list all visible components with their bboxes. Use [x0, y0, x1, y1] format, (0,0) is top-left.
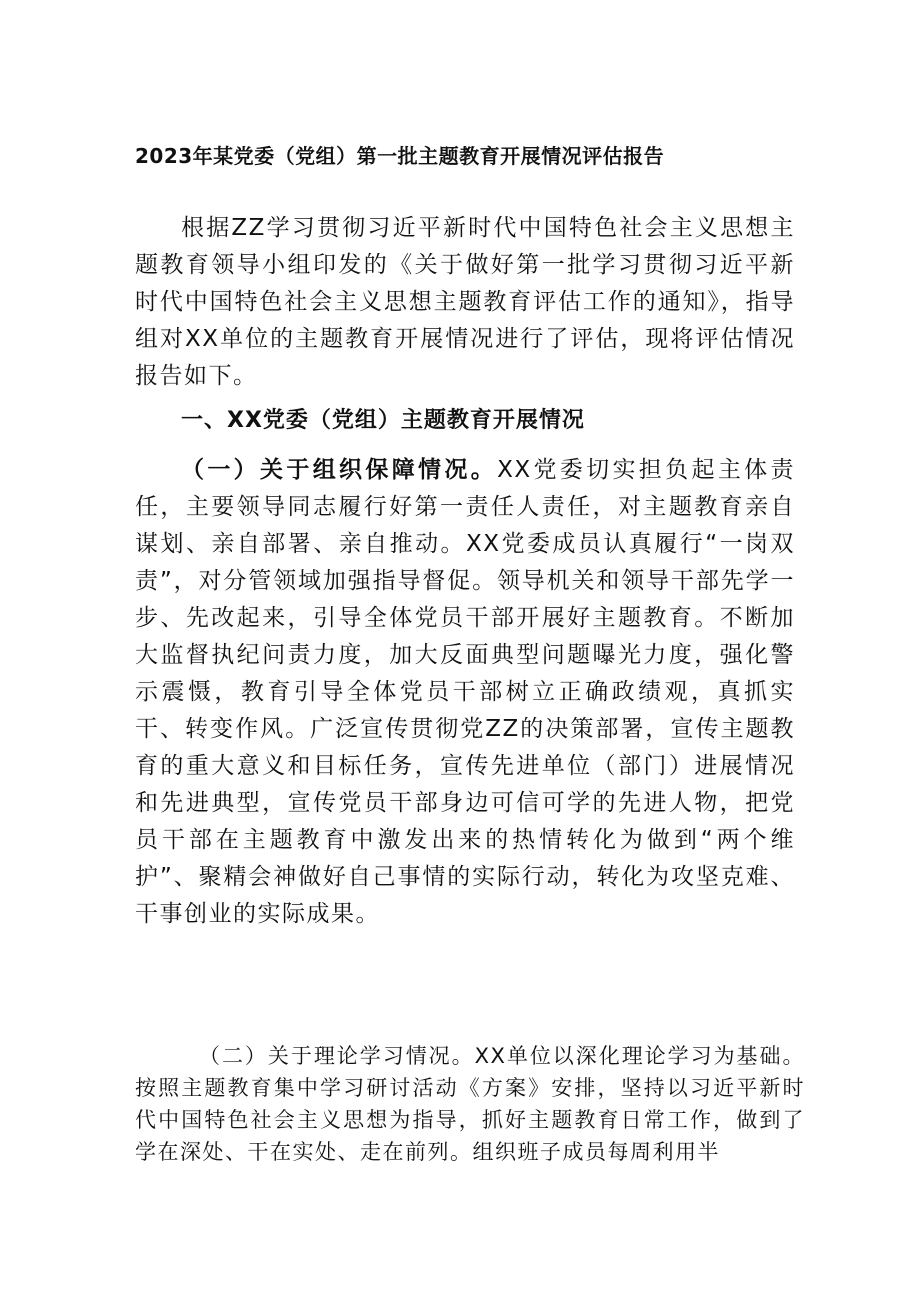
- subsection-1-lead: （一）关于组织保障情况。: [181, 457, 498, 483]
- subsection-2-paragraph: （二）关于理论学习情况。XX单位以深化理论学习为基础。按照主题教育集中学习研讨活动《方案》安排，坚持以习近平新时代中国特色社会主义思想为指导，抓好主题教育日常工作，做到了学在深处、干在实处、走在前列。组织班子成员每周利用半: [135, 1044, 805, 1164]
- document-title: 2023年某党委（党组）第一批主题教育开展情况评估报告: [135, 144, 665, 168]
- intro-paragraph: 根据ZZ学习贯彻习近平新时代中国特色社会主义思想主题教育领导小组印发的《关于做好第一批学习贯彻习近平新时代中国特色社会主义思想主题教育评估工作的通知》，指导组对XX单位的主题教育开展情况进行了评估，现将评估情况报告如下。: [135, 215, 795, 389]
- subsection-1-body: XX党委切实担负起主体责任，主要领导同志履行好第一责任人责任，对主题教育亲自谋划、亲自部署、亲自推动。XX党委成员认真履行“一岗双责”，对分管领域加强指导督促。领导机关和领导干部先学一步、先改起来，引导全体党员干部开展好主题教育。不断加大监督执纪问责力度，加大反面典型问题曝光力度，强化警示震慑，教育引导全体党员干部树立正确政绩观，真抓实干、转变作风。广泛宣传贯彻党ZZ的决策部署，宣传主题教育的重大意义和目标任务，宣传先进单位（部门）进展情况和先进典型，宣传党员干部身边可信可学的先进人物，把党员干部在主题教育中激发出来的热情转化为做到“两个维护”、聚精会神做好自己事情的实际行动，转化为攻坚克难、干事创业的实际成果。: [135, 457, 796, 927]
- section-heading-1: 一、XX党委（党组）主题教育开展情况: [181, 408, 585, 433]
- subsection-1-paragraph: [135, 452, 795, 933]
